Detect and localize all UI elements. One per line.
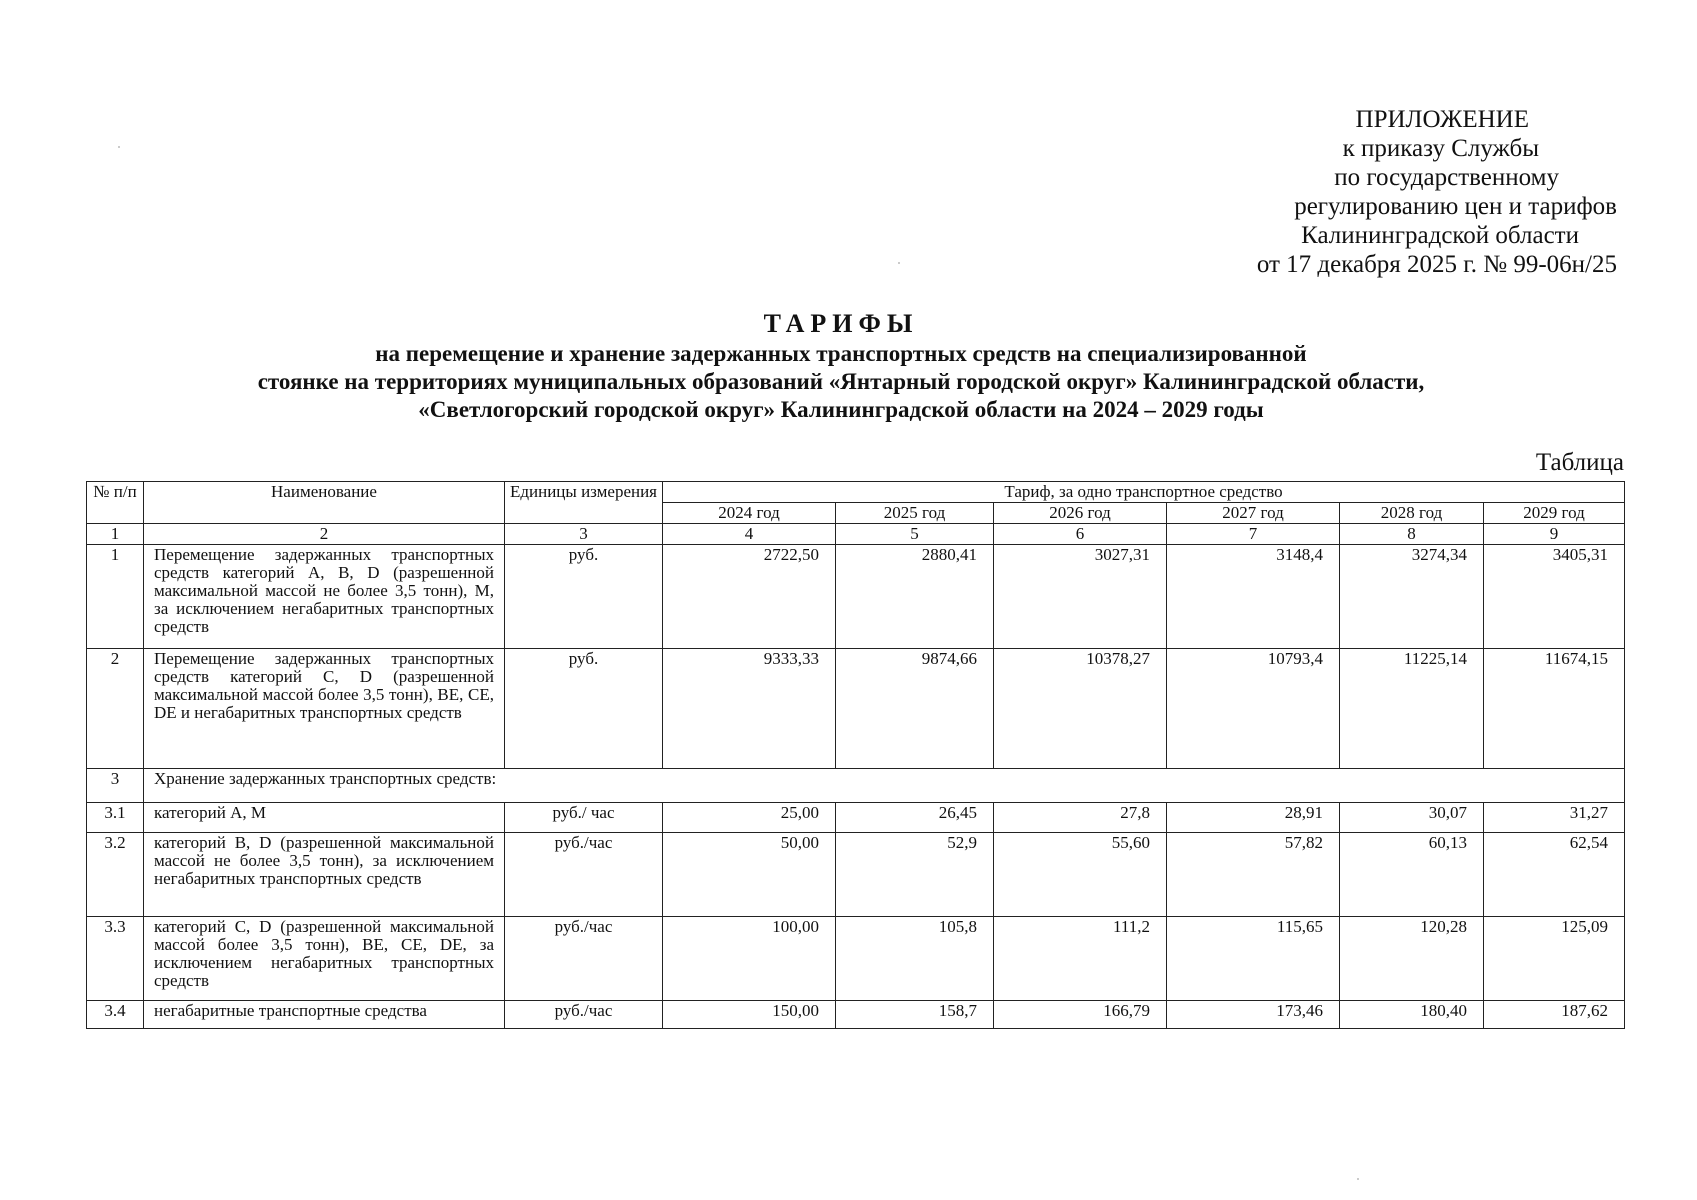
column-number: 4: [663, 524, 836, 545]
row-value: 9874,66: [836, 649, 994, 769]
column-number: 6: [994, 524, 1167, 545]
table-row: [87, 917, 1625, 1001]
row-num: 3.3: [87, 917, 144, 1001]
row-value: 187,62: [1484, 1001, 1625, 1029]
row-name: Перемещение задержанных транспортных средств категорий С, D (разрешенной максимальной массой более 3,5 тонн), BE, CE, DE и негабаритных транспортных средств: [144, 649, 505, 769]
row-name: категорий В, D (разрешенной максимальной массой не более 3,5 тонн), за исключением негабаритных транспортных средств: [144, 833, 505, 917]
row-value: 125,09: [1484, 917, 1625, 1001]
header-num: № п/п: [87, 482, 144, 524]
row-value: 52,9: [836, 833, 994, 917]
row-value: 31,27: [1484, 803, 1625, 833]
row-value: 57,82: [1167, 833, 1340, 917]
table-row: [87, 649, 1625, 769]
appendix-line: по государственному: [1334, 164, 1559, 191]
appendix-line: к приказу Службы: [1342, 135, 1539, 162]
row-name: категорий С, D (разрешенной максимальной массой более 3,5 тонн), BE, CE, DE, за исключением негабаритных транспортных средств: [144, 917, 505, 1001]
row-value: 11225,14: [1340, 649, 1484, 769]
row-value: 3148,4: [1167, 545, 1340, 649]
row-value: 120,28: [1340, 917, 1484, 1001]
column-number: 1: [87, 524, 144, 545]
table-label: Таблица: [1535, 449, 1624, 476]
header-year: 2028 год: [1340, 503, 1484, 524]
row-value: 3274,34: [1340, 545, 1484, 649]
header-name: Наименование: [144, 482, 505, 524]
appendix-line: Калининградской области: [1301, 222, 1579, 249]
tariffs-table: [86, 481, 1625, 1029]
row-value: 27,8: [994, 803, 1167, 833]
row-name: Перемещение задержанных транспортных средств категорий А, В, D (разрешенной максимальной массой не более 3,5 тонн), М, за исключением негабаритных транспортных средств: [144, 545, 505, 649]
row-value: 10378,27: [994, 649, 1167, 769]
column-number: 2: [144, 524, 505, 545]
appendix-block: [1197, 105, 1617, 279]
scan-speck: [898, 262, 900, 264]
scan-speck: [118, 146, 120, 148]
header-year: 2029 год: [1484, 503, 1625, 524]
header-year: 2025 год: [836, 503, 994, 524]
row-num: 3.2: [87, 833, 144, 917]
row-value: 100,00: [663, 917, 836, 1001]
row-value: 166,79: [994, 1001, 1167, 1029]
column-number: 9: [1484, 524, 1625, 545]
row-unit: руб.: [505, 649, 663, 769]
row-unit: руб.: [505, 545, 663, 649]
row-name: негабаритные транспортные средства: [144, 1001, 505, 1029]
column-number: 7: [1167, 524, 1340, 545]
row-value: 9333,33: [663, 649, 836, 769]
row-value: 105,8: [836, 917, 994, 1001]
row-value: 111,2: [994, 917, 1167, 1001]
table-row: [87, 833, 1625, 917]
section-row: [87, 769, 1625, 803]
section-name: Хранение задержанных транспортных средств:: [144, 769, 1625, 803]
row-num: 1: [87, 545, 144, 649]
scan-speck: [1357, 1178, 1359, 1180]
appendix-heading: ПРИЛОЖЕНИЕ: [1355, 106, 1529, 133]
header-row: [87, 482, 1625, 503]
row-value: 150,00: [663, 1001, 836, 1029]
row-value: 30,07: [1340, 803, 1484, 833]
appendix-order-date: от 17 декабря 2025 г. № 99-06н/25: [1256, 251, 1617, 278]
header-year: 2024 год: [663, 503, 836, 524]
row-unit: руб./час: [505, 833, 663, 917]
row-value: 173,46: [1167, 1001, 1340, 1029]
column-number: 5: [836, 524, 994, 545]
row-name: категорий А, М: [144, 803, 505, 833]
row-value: 60,13: [1340, 833, 1484, 917]
title-subline: «Светлогорский городской округ» Калининградской области на 2024 – 2029 годы: [418, 397, 1264, 422]
row-value: 180,40: [1340, 1001, 1484, 1029]
row-unit: руб./ час: [505, 803, 663, 833]
column-numbers-row: [87, 524, 1625, 545]
row-value: 26,45: [836, 803, 994, 833]
header-tariff: Тариф, за одно транспортное средство: [663, 482, 1625, 503]
table-row: [87, 545, 1625, 649]
title-subline: на перемещение и хранение задержанных транспортных средств на специализированной: [375, 341, 1307, 366]
row-value: 28,91: [1167, 803, 1340, 833]
row-num: 2: [87, 649, 144, 769]
title-subline: стоянке на территориях муниципальных образований «Янтарный городской округ» Калининградской области,: [257, 369, 1425, 394]
row-unit: руб./час: [505, 917, 663, 1001]
row-value: 25,00: [663, 803, 836, 833]
row-value: 3405,31: [1484, 545, 1625, 649]
table-row: [87, 1001, 1625, 1029]
row-value: 3027,31: [994, 545, 1167, 649]
row-value: 2880,41: [836, 545, 994, 649]
row-value: 158,7: [836, 1001, 994, 1029]
row-value: 11674,15: [1484, 649, 1625, 769]
row-value: 10793,4: [1167, 649, 1340, 769]
header-year: 2026 год: [994, 503, 1167, 524]
table-row: [87, 803, 1625, 833]
row-value: 2722,50: [663, 545, 836, 649]
column-number: 8: [1340, 524, 1484, 545]
document-title: [86, 308, 1596, 424]
row-value: 62,54: [1484, 833, 1625, 917]
row-num: 3.4: [87, 1001, 144, 1029]
row-unit: руб./час: [505, 1001, 663, 1029]
header-year: 2027 год: [1167, 503, 1340, 524]
appendix-line: регулированию цен и тарифов: [1294, 193, 1617, 220]
row-value: 50,00: [663, 833, 836, 917]
row-value: 115,65: [1167, 917, 1340, 1001]
section-num: 3: [87, 769, 144, 803]
row-num: 3.1: [87, 803, 144, 833]
column-number: 3: [505, 524, 663, 545]
header-unit: Единицы измерения: [505, 482, 663, 524]
title-main: ТАРИФЫ: [763, 309, 919, 338]
row-value: 55,60: [994, 833, 1167, 917]
